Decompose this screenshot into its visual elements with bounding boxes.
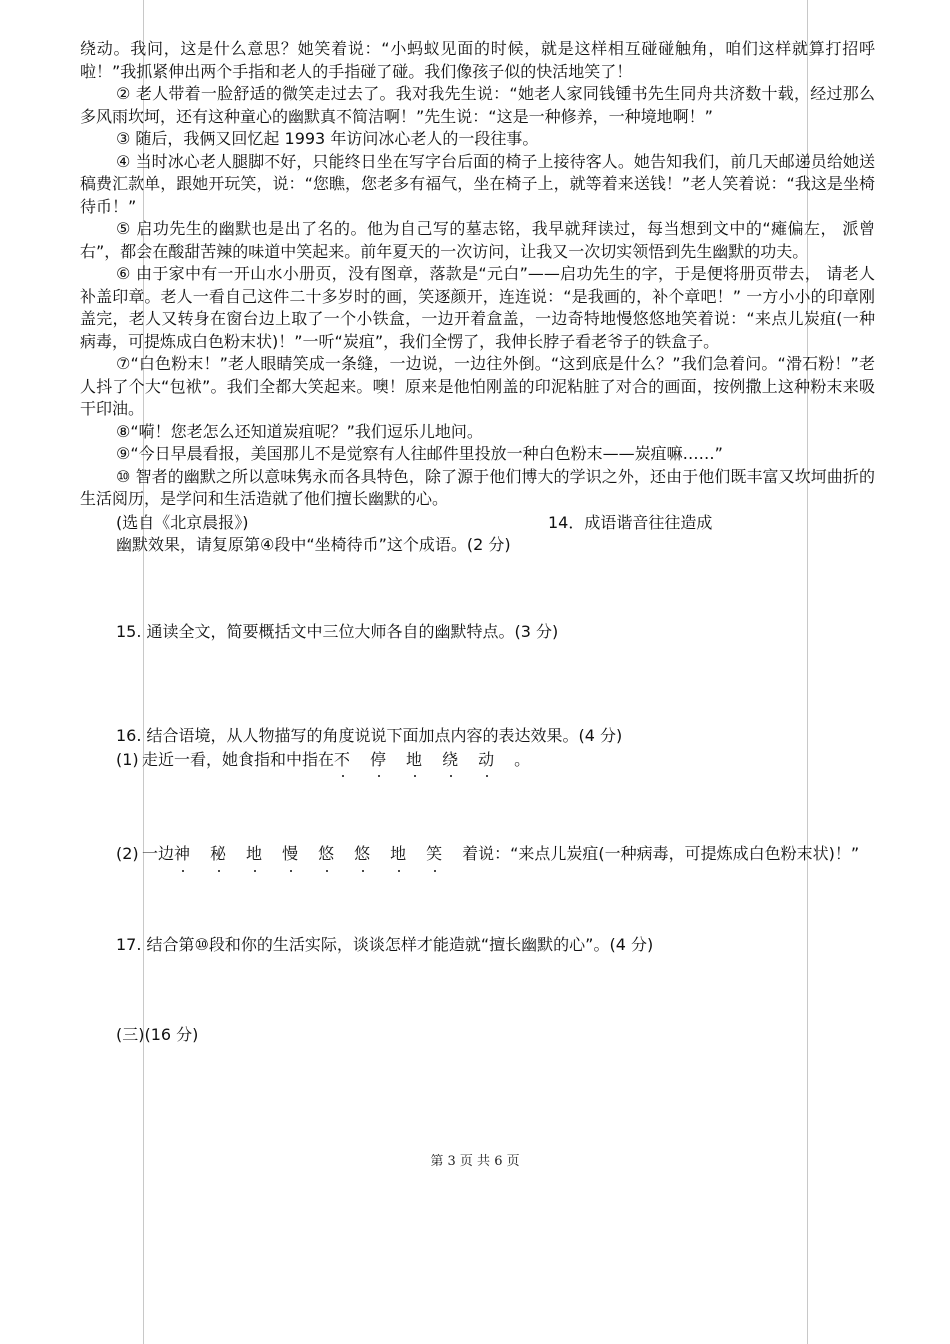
dotted-char: 绕 — [442, 749, 458, 772]
dotted-char: 悠 — [318, 843, 334, 866]
paragraph-6: ⑥ 由于家中有一开山水小册页，没有图章，落款是“元白”——启功先生的字，于是便将册页带去， 请老人补盖印章。老人一看自己这件二十多岁时的画，笑逐颜开，连连说：“是我画的，补个章吧！” 一方小小的印章刚盖完，老人又转身在窗台边上取了一个小铁盒，一边开着盒盖，一边奇特地慢悠悠地笑着说：“来点儿炭疽(一种病毒，可提炼成白色粉末状)！”一听“炭疽”，我们全愣了，我伸长脖子看老爷子的铁盒子。 — [80, 264, 875, 351]
sub-number: (2) — [116, 844, 139, 863]
dotted-char: 秘 — [210, 843, 226, 866]
sub-body — [142, 749, 875, 772]
question-16-stem: 16. 结合语境，从人物描写的角度说说下面加点内容的表达效果。(4 分) — [116, 726, 623, 745]
question-16-sub-1 — [116, 749, 875, 772]
question-15: 15. 通读全文，简要概括文中三位大师各自的幽默特点。(3 分) — [116, 621, 559, 641]
paragraph-4: ④ 当时冰心老人腿脚不好，只能终日坐在写字台后面的椅子上接待客人。她告知我们，前几天邮递员给她送稿费汇款单，跟她开玩笑，说：“您瞧，您老多有福气，坐在椅子上，就等着来送钱！”老人笑着说：“我这是坐椅待币！” — [80, 151, 875, 216]
paragraph-5: ⑤ 启功先生的幽默也是出了名的。他为自己写的墓志铭，我早就拜读过，每当想到文中的“瘫偏左， 派曾右”，都会在酸甜苦辣的味道中笑起来。前年夏天的一次访问，让我又一次切实领悟到先生幽默的功夫。 — [80, 219, 875, 261]
sub-text-post: 着说：“来点儿炭疽(一种病毒，可提炼成白色粉末状)！” — [462, 844, 860, 863]
sub-number: (1) — [116, 749, 139, 769]
paragraph-2: ② 老人带着一脸舒适的微笑走过去了。我对我先生说：“她老人家同钱锺书先生同舟共济数十载，经过那么多风雨坎坷，还有这种童心的幽默真不简洁啊！”先生说：“这是一种修养，一种境地啊！” — [80, 84, 875, 126]
dotted-char: 地 — [406, 749, 422, 772]
document-page — [80, 38, 875, 1047]
sub-body — [142, 843, 875, 866]
question-17: 17. 结合第⑩段和你的生活实际，谈谈怎样才能造就“擅长幽默的心”。(4 分) — [116, 934, 654, 954]
question-16-sub-2 — [116, 843, 875, 866]
dotted-char: 地 — [390, 843, 406, 866]
sub-text-post: 。 — [514, 749, 531, 769]
dotted-char: 地 — [246, 843, 262, 866]
paragraph-8: ⑧“嗬！您老怎么还知道炭疽呢？”我们逗乐儿地问。 — [116, 421, 483, 441]
dotted-char: 慢 — [282, 843, 298, 866]
dotted-char: 笑 — [426, 843, 442, 866]
question-14-head: 14．成语谐音往往造成 — [548, 512, 713, 532]
dotted-char: 不 — [334, 749, 350, 772]
sub-text-pre: 走近一看，她食指和中指在 — [142, 749, 335, 769]
paragraph-7: ⑦“白色粉末！”老人眼睛笑成一条缝，一边说，一边往外倒。“这到底是什么？”我们急着问。“滑石粉！”老人抖了个大“包袱”。我们全都大笑起来。噢！原来是他怕刚盖的印泥粘脏了对合的画面，按例撒上这种粉末来吸干印油。 — [80, 354, 875, 418]
dotted-char: 神 — [174, 843, 190, 866]
section-3-heading: (三)(16 分) — [116, 1025, 199, 1044]
paragraph-1: 绕动。我问，这是什么意思？她笑着说：“小蚂蚁见面的时候，就是这样相互碰碰触角，咱们这样就算打招呼啦！”我抓紧伸出两个手指和老人的手指碰了碰。我们像孩子似的快活地笑了！ — [80, 39, 875, 81]
paragraph-3: ③ 随后，我俩又回忆起 1993 年访问冰心老人的一段往事。 — [116, 129, 539, 148]
dotted-char: 动 — [478, 749, 494, 772]
dotted-char: 悠 — [354, 843, 370, 866]
page-footer: 第 3 页 共 6 页 — [430, 1154, 520, 1169]
dotted-char: 停 — [370, 749, 386, 772]
question-14-tail: 幽默效果，请复原第④段中“坐椅待币”这个成语。(2 分) — [116, 535, 511, 554]
paragraph-9: ⑨“今日早晨看报，美国那儿不是觉察有人往邮件里投放一种白色粉末——炭疽嘛……” — [116, 444, 723, 463]
paragraph-10: ⑩ 智者的幽默之所以意味隽永而各具特色，除了源于他们博大的学识之外，还由于他们既丰富又坎坷曲折的生活阅历，是学问和生活造就了他们擅长幽默的心。 — [80, 466, 875, 508]
source-citation: (选自《北京晨报》) — [116, 512, 249, 532]
source-line — [116, 512, 875, 535]
sub-text-pre: 一边 — [142, 844, 175, 863]
